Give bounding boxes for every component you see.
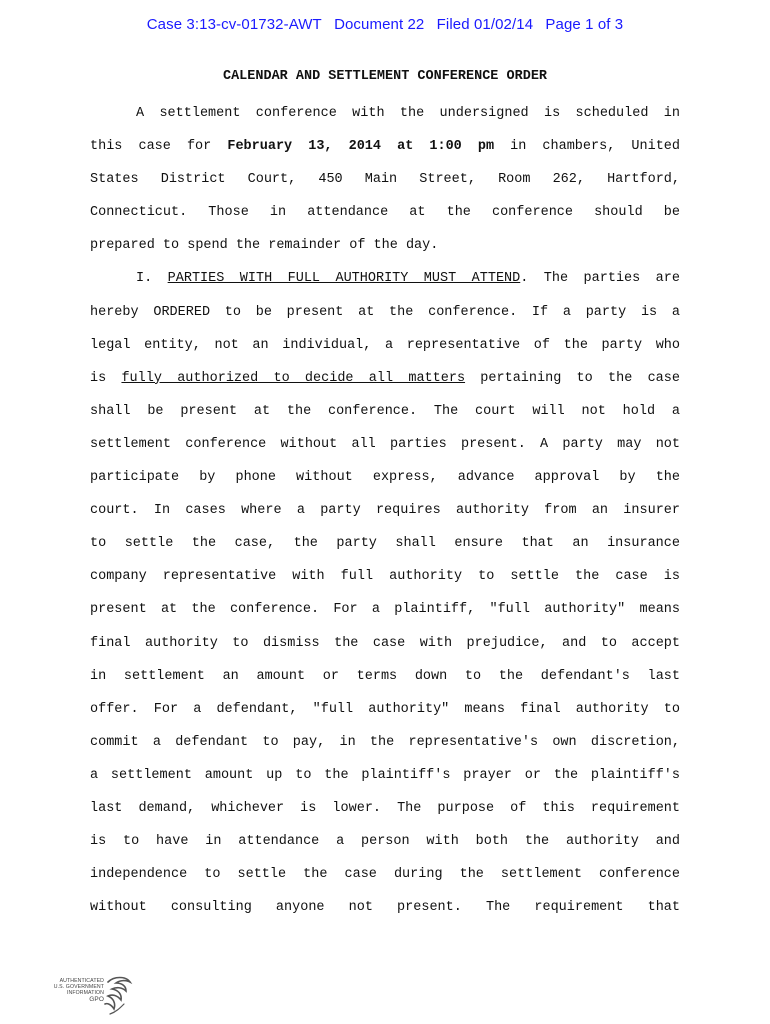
paragraph2-line: hereby ORDERED to be present at the conference. If a party is a <box>90 304 680 320</box>
document-title: CALENDAR AND SETTLEMENT CONFERENCE ORDER <box>222 69 548 84</box>
gpo-eagle-icon <box>104 974 134 1016</box>
text-fragment: in chambers, United <box>494 139 680 155</box>
conference-date: February 13, 2014 at 1:00 pm <box>227 139 495 155</box>
paragraph1-line: A settlement conference with the undersigned is scheduled in <box>136 106 680 121</box>
order-body <box>90 97 680 924</box>
text-fragment: this case for <box>90 139 228 155</box>
paragraph1-line <box>90 130 680 163</box>
paragraph2-line: shall be present at the conference. The court will not hold a <box>90 403 680 419</box>
paragraph2-line: a settlement amount up to the plaintiff's prayer or the plaintiff's <box>90 767 680 783</box>
paragraph2-line: offer. For a defendant, "full authority" means final authority to <box>90 701 680 717</box>
paragraph2-line: final authority to dismiss the case with prejudice, and to accept <box>90 635 680 651</box>
seal-line: GPO <box>89 995 104 1003</box>
paragraph1-line: States District Court, 450 Main Street, Room 262, Hartford, <box>90 172 680 188</box>
text-fragment: . The parties are <box>520 271 680 287</box>
paragraph2-line <box>90 262 680 295</box>
seal-line: AUTHENTICATED <box>59 978 104 984</box>
paragraph2-line: in settlement an amount or terms down to the defendant's last <box>90 668 680 684</box>
case-number: Case 3:13-cv-01732-AWT <box>146 16 322 33</box>
paragraph2-line: last demand, whichever is lower. The purpose of this requirement <box>90 800 680 816</box>
paragraph2-line: to settle the case, the party shall ensure that an insurance <box>90 536 680 552</box>
filed-date: Filed 01/02/14 <box>436 16 534 33</box>
gpo-authentication-seal <box>44 974 134 1018</box>
document-number: Document 22 <box>334 16 425 33</box>
paragraph1-line: prepared to spend the remainder of the day. <box>90 238 439 254</box>
paragraph2-line: settlement conference without all parties present. A party may not <box>90 436 680 452</box>
paragraph2-line <box>90 362 680 395</box>
section-heading: PARTIES WITH FULL AUTHORITY MUST ATTEND <box>167 271 521 287</box>
paragraph2-line: independence to settle the case during the settlement conference <box>90 867 680 883</box>
text-fragment: is <box>90 370 122 386</box>
paragraph2-line: without consulting anyone not present. The requirement that <box>90 900 680 916</box>
paragraph2-line: commit a defendant to pay, in the representative's own discretion, <box>90 734 680 750</box>
paragraph2-line: company representative with full authority to settle the case is <box>90 569 680 585</box>
case-header <box>0 16 770 33</box>
paragraph2-line: participate by phone without express, advance approval by the <box>90 470 680 486</box>
seal-line: INFORMATION <box>66 990 104 997</box>
text-fragment: pertaining to the case <box>465 370 680 386</box>
seal-line: U.S. GOVERNMENT <box>53 984 104 991</box>
paragraph2-line: legal entity, not an individual, a representative of the party who <box>90 337 680 353</box>
paragraph2-line: is to have in attendance a person with both the authority and <box>90 834 680 850</box>
page-number: Page 1 of 3 <box>545 16 624 33</box>
section-number: I. <box>136 271 168 287</box>
underlined-phrase: fully authorized to decide all matters <box>121 370 466 386</box>
paragraph1-line: Connecticut. Those in attendance at the conference should be <box>90 205 680 221</box>
paragraph2-line: present at the conference. For a plaintiff, "full authority" means <box>90 602 680 618</box>
paragraph2-line: court. In cases where a party requires authority from an insurer <box>90 503 680 519</box>
seal-text <box>44 978 104 1003</box>
